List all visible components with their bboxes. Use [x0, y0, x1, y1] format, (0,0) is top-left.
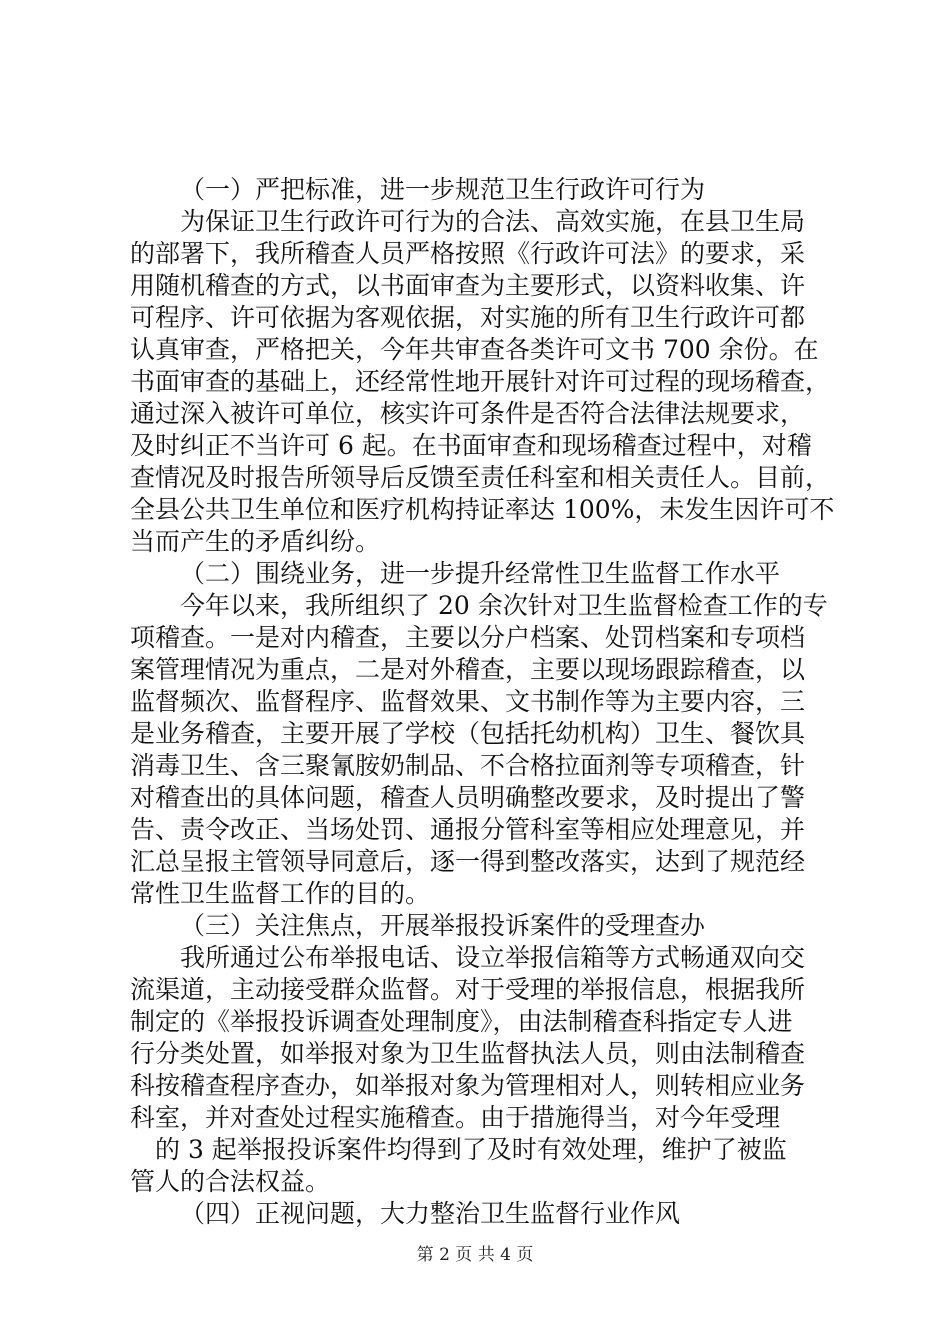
paragraph-line: 监督频次、监督程序、监督效果、文书制作等为主要内容，三: [130, 687, 806, 716]
paragraph-line: 行分类处置，如举报对象为卫生监督执法人员，则由法制稽查: [130, 1039, 806, 1068]
paragraph-line: 告、责令改正、当场处罚、通报分管科室等相应处理意见，并: [130, 815, 806, 844]
paragraph-line: 及时纠正不当许可 6 起。在书面审查和现场稽查过程中，对稽: [130, 431, 812, 460]
paragraph-line: 是业务稽查，主要开展了学校（包括托幼机构）卫生、餐饮具: [130, 719, 806, 748]
heading-section-2: （二）围绕业务，进一步提升经常性卫生监督工作水平: [180, 559, 781, 588]
heading-section-4: （四）正视问题，大力整治卫生监督行业作风: [180, 1199, 681, 1228]
paragraph-line: 认真审查，严格把关，今年共审查各类许可文书 700 余份。在: [130, 335, 819, 364]
paragraph-line: 查情况及时报告所领导后反馈至责任科室和相关责任人。目前，: [130, 463, 831, 492]
paragraph-line: 项稽查。一是对内稽查，主要以分户档案、处罚档案和专项档: [130, 623, 806, 652]
heading-section-3: （三）关注焦点，开展举报投诉案件的受理查办: [180, 911, 706, 940]
page-footer: 第 2 页 共 4 页: [416, 1245, 534, 1265]
paragraph-line: 科按稽查程序查办，如举报对象为管理相对人，则转相应业务: [130, 1071, 806, 1100]
paragraph-line: 的部署下，我所稽查人员严格按照《行政许可法》的要求，采: [130, 239, 806, 268]
paragraph-line: 常性卫生监督工作的目的。: [130, 879, 431, 908]
paragraph-line: 案管理情况为重点，二是对外稽查，主要以现场跟踪稽查，以: [130, 655, 806, 684]
paragraph-line: 通过深入被许可单位，核实许可条件是否符合法律法规要求，: [130, 399, 806, 428]
paragraph-line: 的 3 起举报投诉案件均得到了及时有效处理，维护了被监: [155, 1135, 787, 1164]
paragraph-line: 科室，并对查处过程实施稽查。由于措施得当，对今年受理: [130, 1103, 781, 1132]
paragraph-line: 当而产生的矛盾纠纷。: [130, 527, 381, 556]
paragraph-line: 消毒卫生、含三聚氰胺奶制品、不合格拉面剂等专项稽查，针: [130, 751, 806, 780]
paragraph-line: 用随机稽查的方式，以书面审查为主要形式，以资料收集、许: [130, 271, 806, 300]
paragraph-line: 全县公共卫生单位和医疗机构持证率达 100%，未发生因许可不: [130, 495, 835, 524]
paragraph-line: 今年以来，我所组织了 20 余次针对卫生监督检查工作的专: [180, 591, 828, 620]
paragraph-line: 我所通过公布举报电话、设立举报信箱等方式畅通双向交: [180, 943, 806, 972]
paragraph-line: 对稽查出的具体问题，稽查人员明确整改要求，及时提出了警: [130, 783, 806, 812]
paragraph-line: 流渠道，主动接受群众监督。对于受理的举报信息，根据我所: [130, 975, 806, 1004]
heading-section-1: （一）严把标准，进一步规范卫生行政许可行为: [180, 175, 706, 204]
paragraph-line: 可程序、许可依据为客观依据，对实施的所有卫生行政许可都: [130, 303, 806, 332]
paragraph-line: 为保证卫生行政许可行为的合法、高效实施，在县卫生局: [180, 207, 806, 236]
paragraph-line: 书面审查的基础上，还经常性地开展针对许可过程的现场稽查，: [130, 367, 831, 396]
paragraph-line: 制定的《举报投诉调查处理制度》，由法制稽查科指定专人进: [130, 1007, 793, 1036]
paragraph-line: 管人的合法权益。: [130, 1167, 331, 1196]
paragraph-line: 汇总呈报主管领导同意后，逐一得到整改落实，达到了规范经: [130, 847, 806, 876]
